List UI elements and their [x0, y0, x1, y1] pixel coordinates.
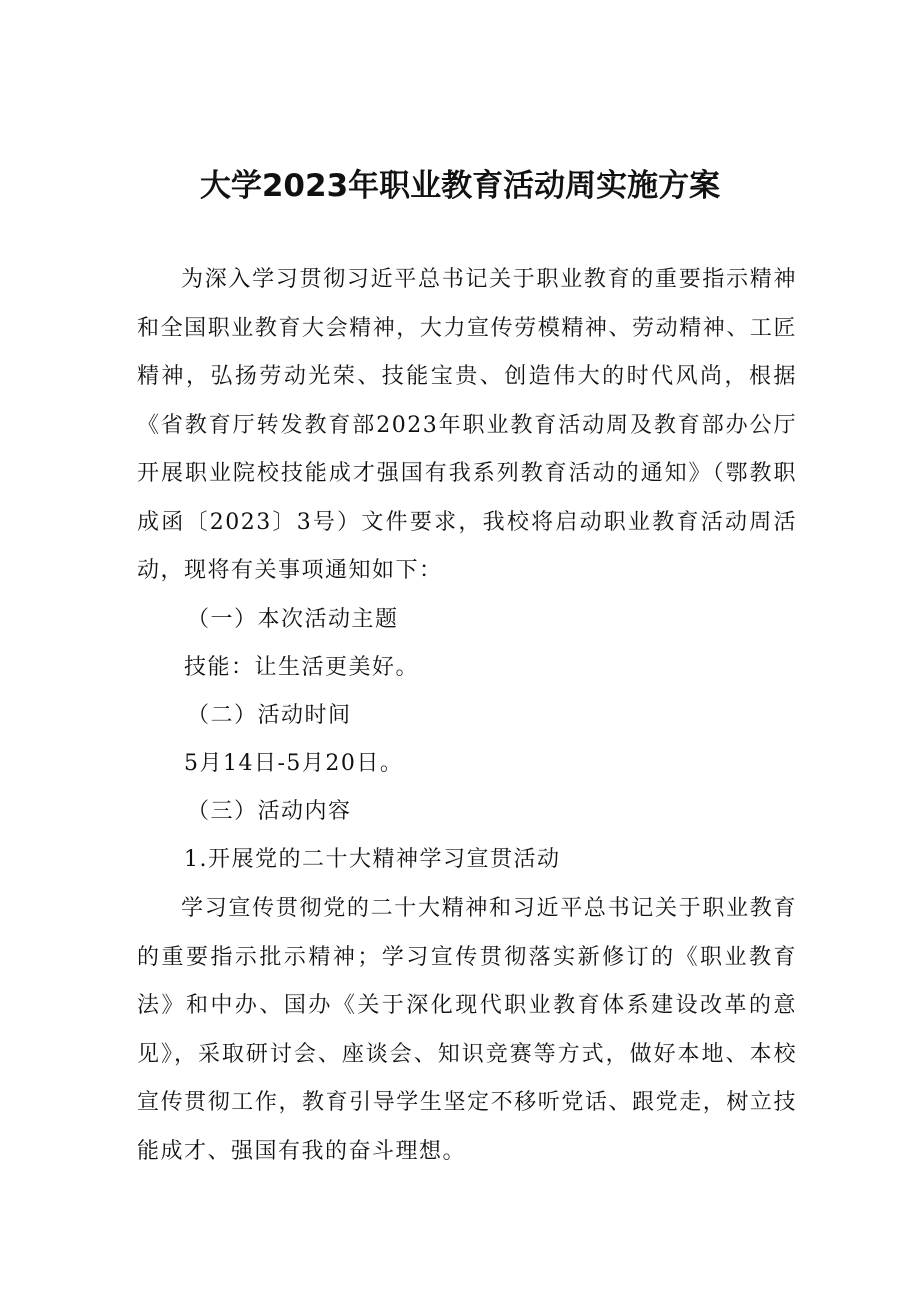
section-2-heading: （二）活动时间 [187, 703, 352, 728]
section-3-heading: （三）活动内容 [187, 799, 352, 824]
item-1-heading: 1.开展党的二十大精神学习宣贯活动 [184, 847, 561, 872]
item-1-body: 学习宣传贯彻党的二十大精神和习近平总书记关于职业教育的重要指示批示精神；学习宣传贯彻落实新修订的《职业教育法》和中办、国办《关于深化现代职业教育体系建设改革的意见》，采取研讨会、座谈会、知识竞赛等方式，做好本地、本校宣传贯彻工作，教育引导学生坚定不移听党话、跟党走，树立技能成才、强国有我的奋斗理想。 [137, 896, 797, 1164]
section-1-body: 技能：让生活更美好。 [184, 655, 420, 680]
intro-paragraph: 为深入学习贯彻习近平总书记关于职业教育的重要指示精神和全国职业教育大会精神，大力宣传劳模精神、劳动精神、工匠精神，弘扬劳动光荣、技能宝贵、创造伟大的时代风尚，根据《省教育厅转发教育部2023年职业教育活动周及教育部办公厅开展职业院校技能成才强国有我系列教育活动的通知》（鄂教职成函〔2023〕3号）文件要求，我校将启动职业教育活动周活动，现将有关事项通知如下： [137, 267, 797, 583]
document-title: 大学2023年职业教育活动周实施方案 [199, 168, 721, 204]
section-2-body: 5月14日-5月20日。 [184, 751, 404, 776]
section-1-heading: （一）本次活动主题 [187, 607, 399, 632]
